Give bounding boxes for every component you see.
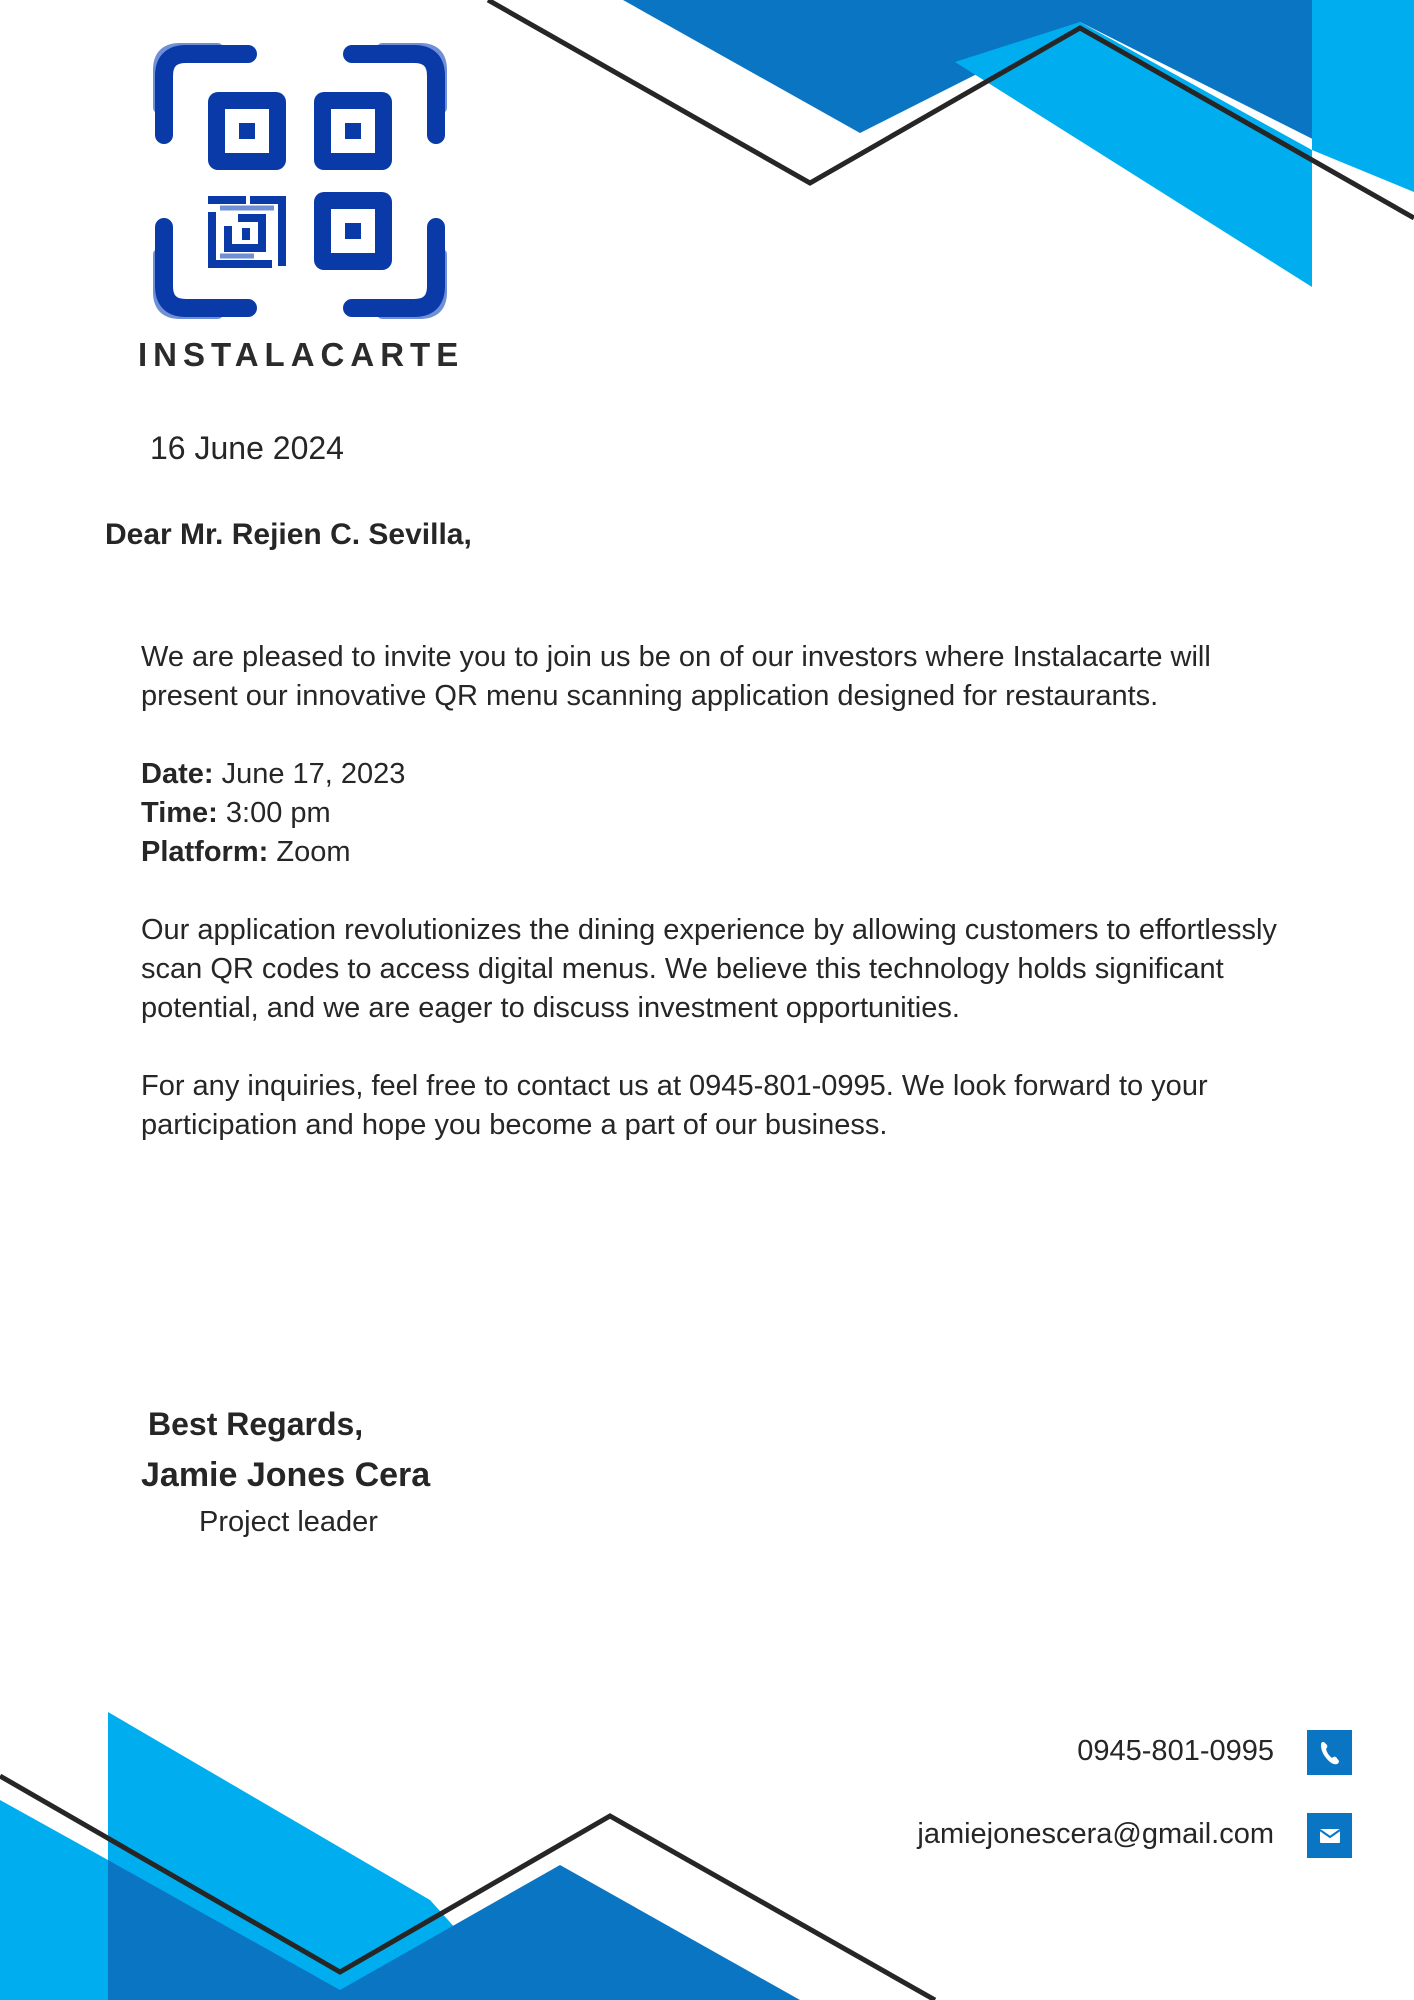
closing: Best Regards,: [148, 1406, 364, 1442]
salutation: Dear Mr. Rejien C. Sevilla,: [105, 518, 472, 551]
bottom-line-accent: [0, 1776, 935, 2000]
letter-body: [141, 638, 1291, 1184]
detail-platform: [141, 833, 1291, 872]
inquiries-paragraph: For any inquiries, feel free to contact us at 0945-801-0995. We look forward to your participation and hope you become a part of our business.: [141, 1070, 1208, 1141]
envelope-icon: [1307, 1813, 1352, 1858]
contact-email[interactable]: jamiejonescera@gmail.com: [917, 1818, 1274, 1850]
detail-time-label: Time:: [141, 797, 218, 829]
brand-name: INSTALACARTE: [138, 336, 465, 373]
signer-name: Jamie Jones Cera: [141, 1456, 431, 1494]
contact-phone[interactable]: 0945-801-0995: [1077, 1735, 1274, 1767]
top-light-triangle: [955, 22, 1312, 287]
top-dark-blue-shape: [623, 0, 1414, 190]
detail-time-value: 3:00 pm: [225, 797, 331, 829]
detail-date: [141, 755, 1291, 794]
detail-date-label: Date:: [141, 758, 214, 790]
intro-paragraph: We are pleased to invite you to join us be on of our investors where Instalacarte will present our innovative QR menu scanning application designed for restaurants.: [141, 641, 1211, 712]
bottom-light-blue-shape: [108, 1712, 520, 2000]
detail-platform-value: Zoom: [276, 836, 351, 868]
top-light-blue-shape: [1312, 0, 1414, 192]
detail-time: [141, 794, 1291, 833]
event-details: [141, 755, 1291, 872]
top-line-accent: [488, 0, 1414, 218]
detail-date-value: June 17, 2023: [221, 758, 406, 790]
detail-platform-label: Platform:: [141, 836, 269, 868]
qr-logo-icon: [150, 40, 450, 322]
application-paragraph: Our application revolutionizes the dining experience by allowing customers to effortlessly scan QR codes to access digital menus. We believe this technology holds significant potential, and we are eager to discuss investment opportunities.: [141, 914, 1277, 1024]
phone-icon: [1307, 1730, 1352, 1775]
signer-role: Project leader: [199, 1506, 378, 1538]
letter-date: 16 June 2024: [150, 430, 344, 466]
bottom-light-strip: [0, 1800, 108, 2000]
bottom-dark-blue-shape: [108, 1860, 800, 2000]
